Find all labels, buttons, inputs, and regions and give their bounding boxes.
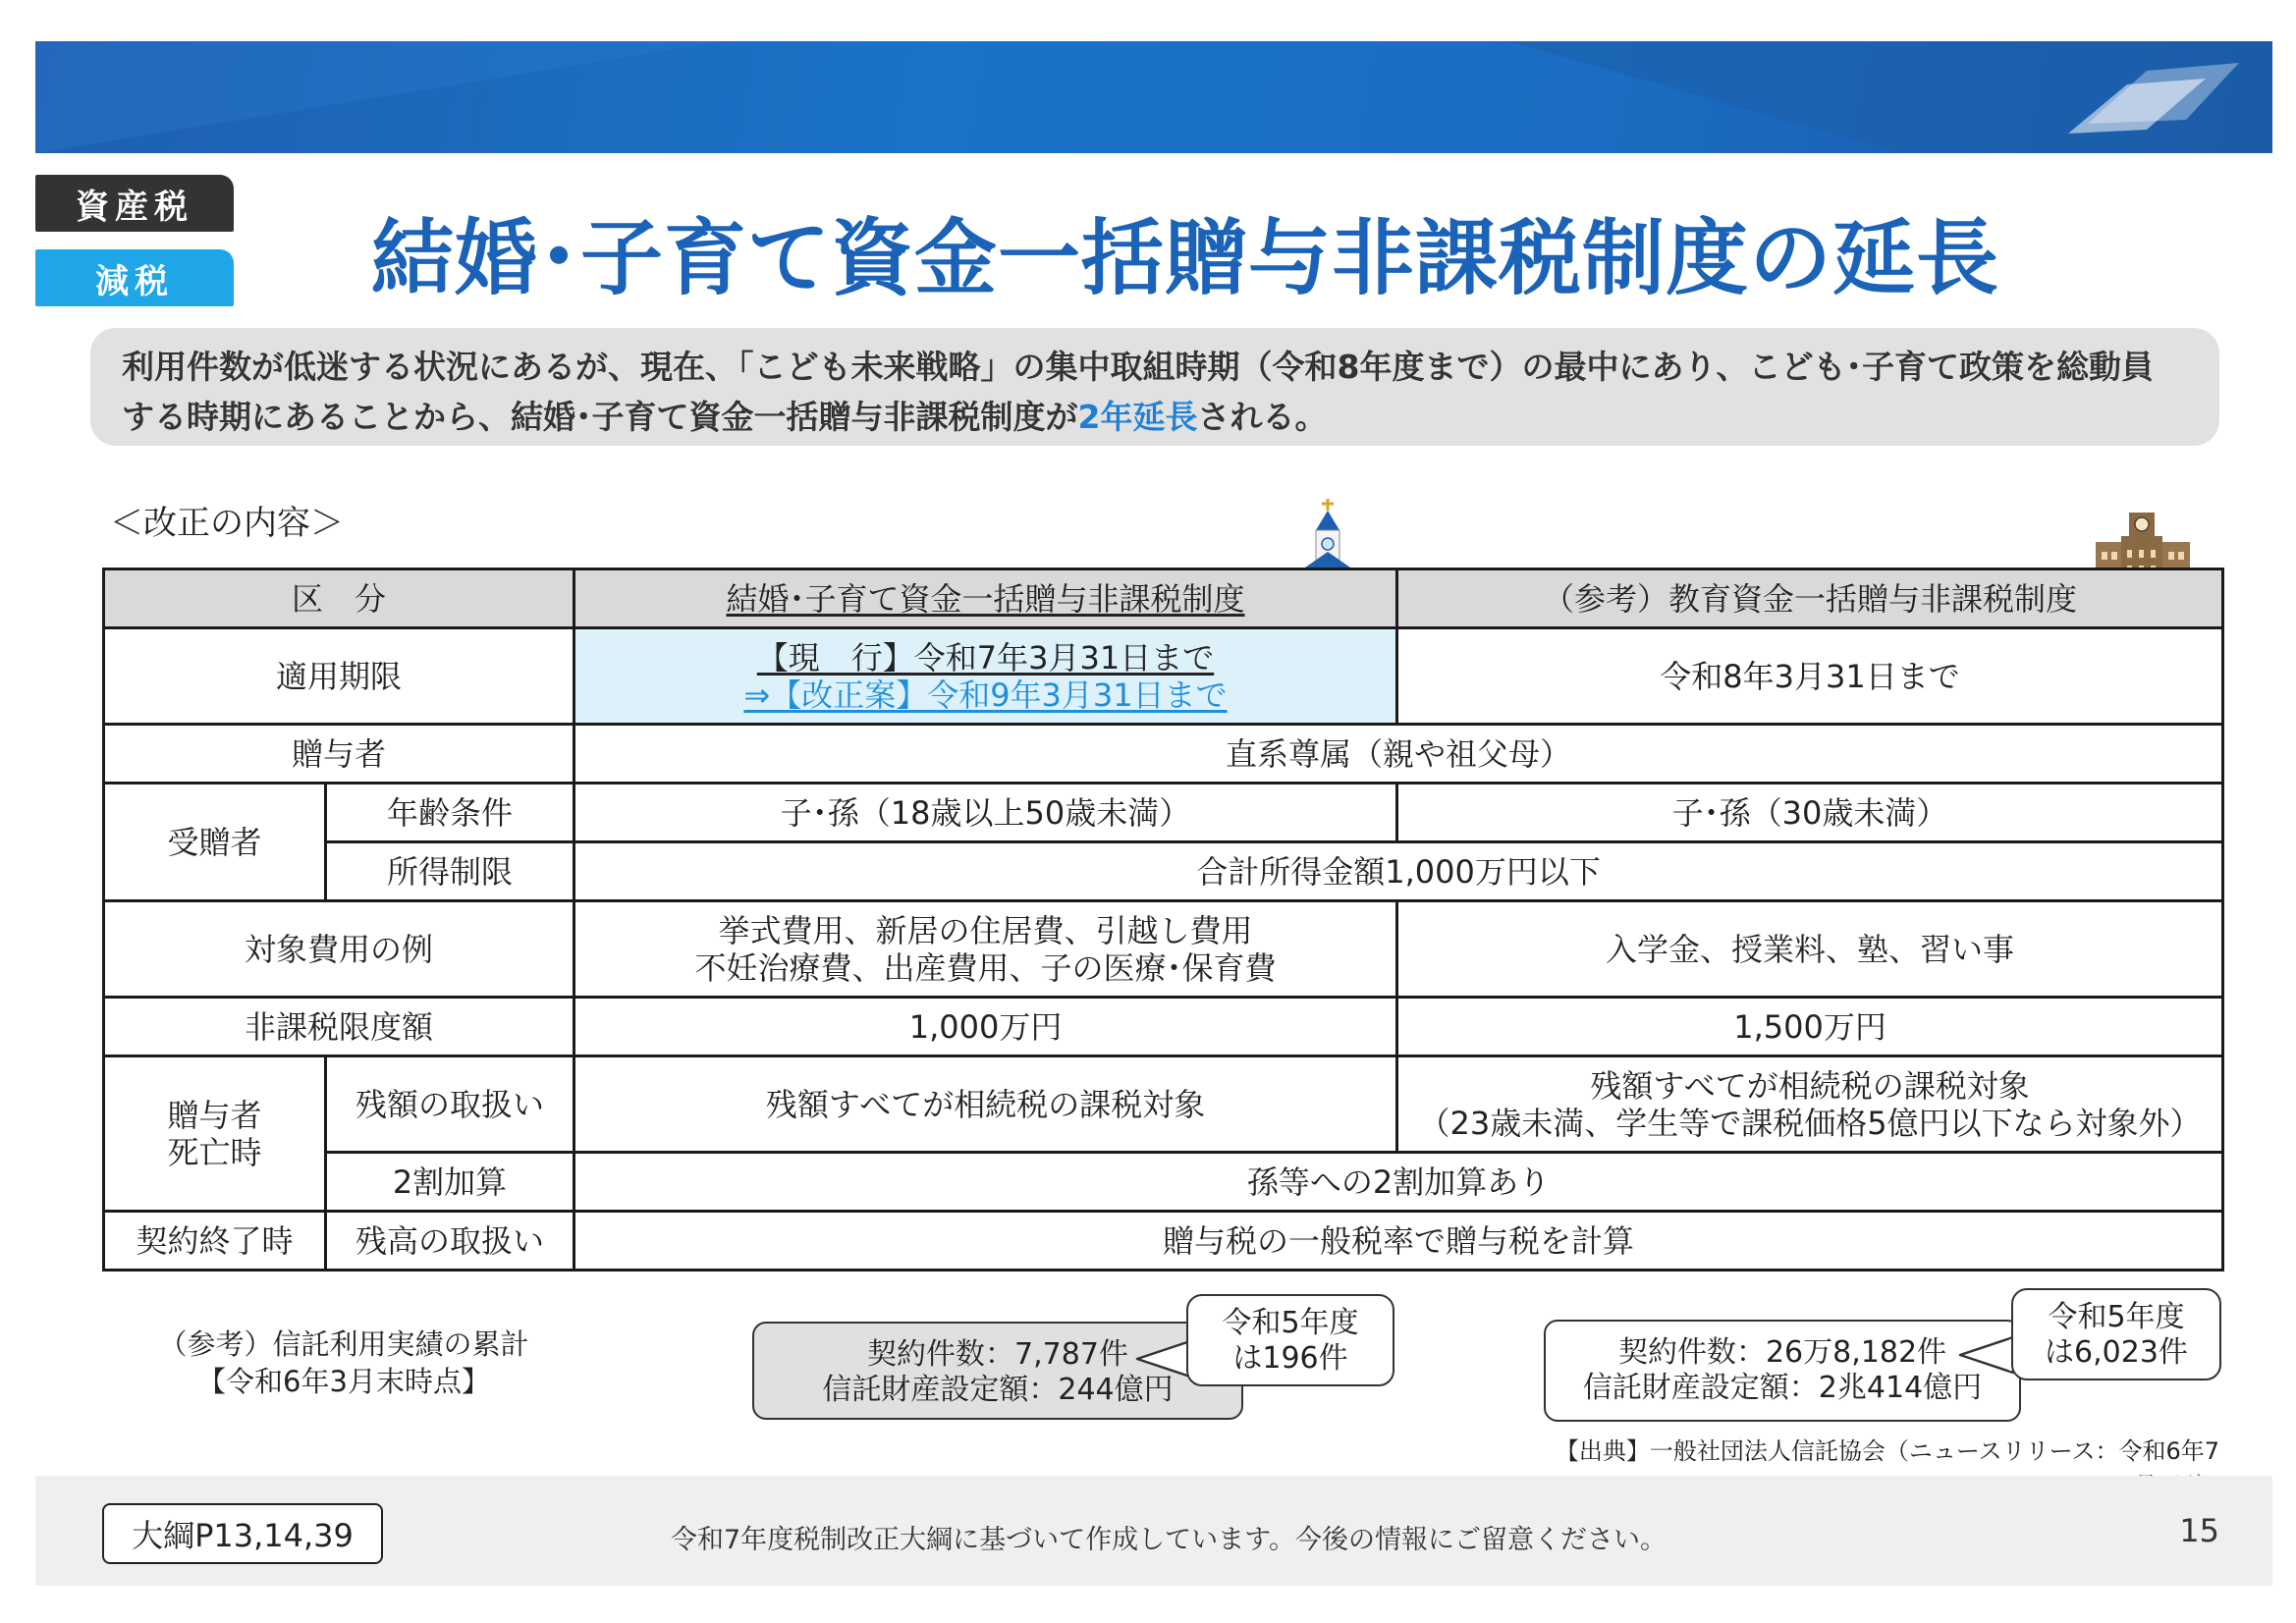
table-row-recipient-income — [104, 842, 2223, 901]
end-value: 贈与税の一般税率で贈与税を計算 — [574, 1212, 2223, 1271]
box1-line2: 信託財産設定額：244億円 — [822, 1373, 1174, 1407]
death-label — [104, 1056, 326, 1212]
table-row-expenses — [104, 901, 2223, 998]
summary-line-2-post: される。 — [1197, 398, 1328, 436]
page-title: 結婚･子育て資金一括贈与非課税制度の延長 — [371, 210, 2000, 306]
bubble1-line2: は196件 — [1232, 1341, 1348, 1376]
summary-line-2-pre: する時期にあることから、結婚･子育て資金一括贈与非課税制度が — [122, 398, 1078, 436]
remain-col1: 残額すべてが相続税の課税対象 — [574, 1056, 1397, 1153]
remain-label: 残額の取扱い — [326, 1056, 574, 1153]
period-col2: 令和8年3月31日まで — [1397, 628, 2223, 725]
table-row-recipient-age — [104, 784, 2223, 842]
remain-col2-line2: （23歳未満、学生等で課税価格5億円以下なら対象外） — [1418, 1104, 2202, 1142]
table-row-donor — [104, 725, 2223, 784]
surcharge-value: 孫等への2割加算あり — [574, 1153, 2223, 1212]
footer-note: 令和7年度税制改正大綱に基づいて作成しています。今後の情報にご留意ください。 — [670, 1525, 1667, 1555]
limit-col2: 1,500万円 — [1397, 998, 2223, 1056]
expenses-col1-line2: 不妊治療費、出産費用、子の医療･保育費 — [694, 948, 1277, 987]
table-row-death-surcharge — [104, 1153, 2223, 1212]
expenses-col1 — [574, 901, 1397, 998]
limit-label: 非課税限度額 — [104, 998, 574, 1056]
death-label-line2: 死亡時 — [167, 1133, 262, 1171]
header-col1-text: 結婚･子育て資金一括贈与非課税制度 — [726, 579, 1245, 618]
header-col1 — [574, 569, 1397, 628]
age-col1: 子･孫（18歳以上50歳未満） — [574, 784, 1397, 842]
table-row-period — [104, 628, 2223, 725]
box1-line1: 契約件数：7,787件 — [867, 1337, 1128, 1372]
period-label: 適用期限 — [104, 628, 574, 725]
trust-stats-education — [1544, 1320, 2021, 1422]
header-category: 区 分 — [104, 569, 574, 628]
limit-col1: 1,000万円 — [574, 998, 1397, 1056]
bubble-education-fy5 — [2011, 1288, 2221, 1380]
income-value: 合計所得金額1,000万円以下 — [574, 842, 2223, 901]
summary-box — [90, 328, 2219, 446]
donor-label: 贈与者 — [104, 725, 574, 784]
expenses-label: 対象費用の例 — [104, 901, 574, 998]
period-revised: ⇒【改正案】令和9年3月31日まで — [743, 676, 1228, 714]
summary-line-2 — [122, 392, 2188, 442]
bubble-marriage-fy5 — [1186, 1294, 1394, 1386]
bubble1-line1: 令和5年度 — [1222, 1306, 1359, 1340]
bubble2-pointer-icon — [1958, 1333, 2015, 1377]
category-tag: 資産税 — [35, 175, 234, 232]
bubble1-pointer-icon — [1135, 1337, 1192, 1380]
period-current: 【現 行】令和7年3月31日まで — [756, 638, 1215, 676]
remain-col2 — [1397, 1056, 2223, 1153]
expenses-col1-line1: 挙式費用、新居の住居費、引越し費用 — [718, 911, 1253, 949]
section-label: ＜改正の内容＞ — [110, 504, 344, 543]
bubble2-line2: は6,023件 — [2045, 1335, 2188, 1370]
expenses-col2: 入学金、授業料、塾、習い事 — [1397, 901, 2223, 998]
recipient-label: 受贈者 — [104, 784, 326, 901]
table-row-limit — [104, 998, 2223, 1056]
bubble2-line1: 令和5年度 — [2048, 1300, 2185, 1334]
outline-reference: 大綱P13,14,39 — [102, 1503, 383, 1564]
page-number: 15 — [2179, 1512, 2219, 1549]
table-row-death-remain — [104, 1056, 2223, 1153]
death-label-line1: 贈与者 — [167, 1096, 262, 1134]
table-row-end — [104, 1212, 2223, 1271]
header-col2: （参考）教育資金一括贈与非課税制度 — [1397, 569, 2223, 628]
header-banner — [35, 41, 2272, 153]
age-label: 年齢条件 — [326, 784, 574, 842]
source-citation: 【出典】一般社団法人信託協会（ニュースリリース：令和6年7 — [1555, 1437, 2219, 1465]
comparison-table — [102, 568, 2224, 1271]
donor-value: 直系尊属（親や祖父母） — [574, 725, 2223, 784]
end-sub-label: 残高の取扱い — [326, 1212, 574, 1271]
surcharge-label: 2割加算 — [326, 1153, 574, 1212]
box2-line1: 契約件数：26万8,182件 — [1617, 1335, 1947, 1370]
reference-label-line1: （参考）信託利用実績の累計 — [158, 1327, 529, 1361]
banner-decoration — [35, 41, 2272, 153]
type-tag: 減税 — [35, 249, 234, 306]
summary-highlight: 2年延長 — [1077, 398, 1198, 436]
reference-label-line2: 【令和6年3月末時点】 — [197, 1365, 490, 1398]
reference-label — [128, 1325, 560, 1400]
remain-col2-line1: 残額すべてが相続税の課税対象 — [1590, 1066, 2030, 1105]
end-label: 契約終了時 — [104, 1212, 326, 1271]
income-label: 所得制限 — [326, 842, 574, 901]
age-col2: 子･孫（30歳未満） — [1397, 784, 2223, 842]
summary-line-1: 利用件数が低迷する状況にあるが、現在、「こども未来戦略」の集中取組時期（令和8年度まで）の最中にあり、こども･子育て政策を総動員 — [122, 348, 2154, 386]
table-header-row — [104, 569, 2223, 628]
period-col1 — [574, 628, 1397, 725]
box2-line2: 信託財産設定額：2兆414億円 — [1582, 1371, 1983, 1405]
